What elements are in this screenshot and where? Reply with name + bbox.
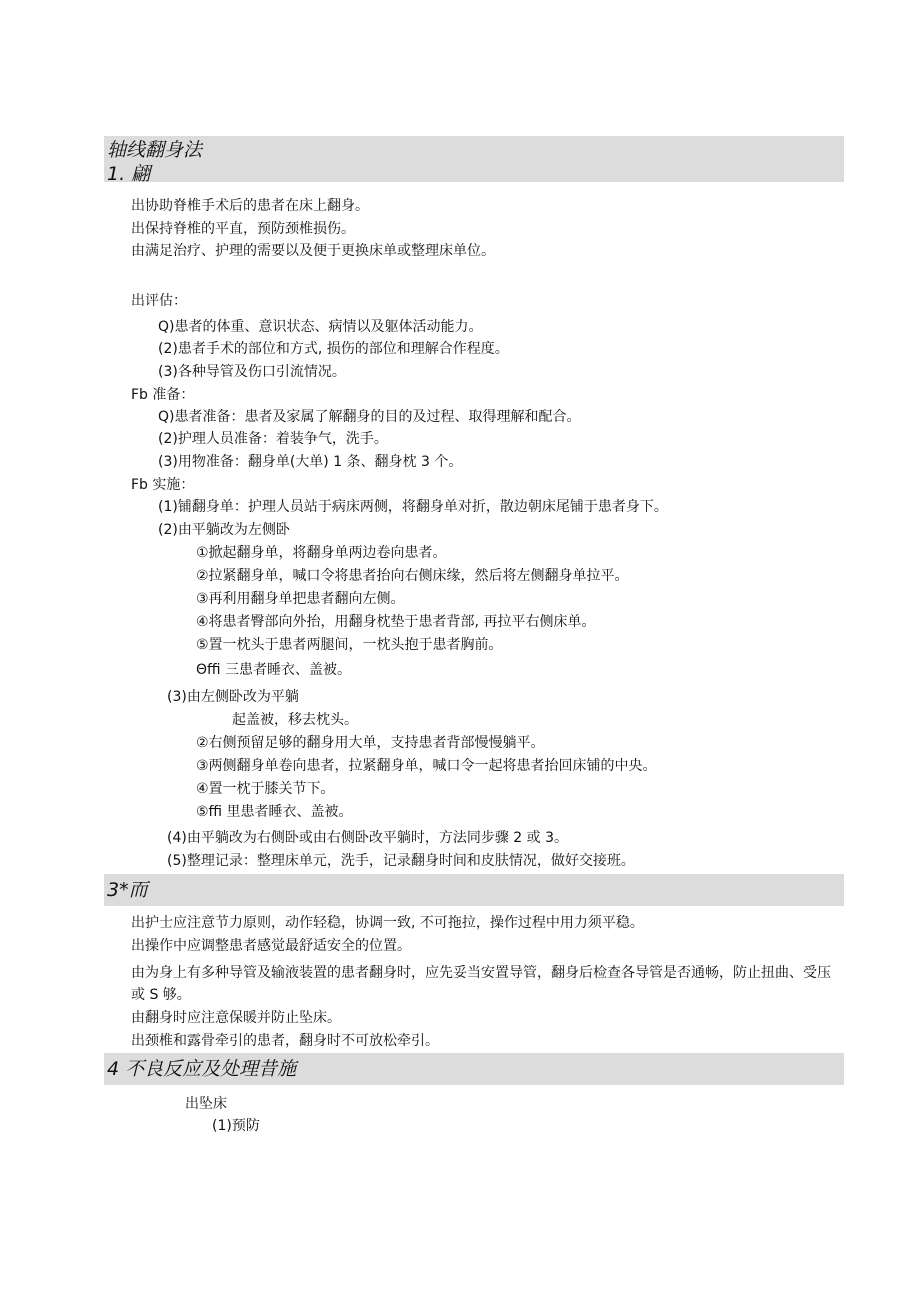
- prep-heading: Fb 准备：: [131, 387, 195, 403]
- purpose-item: 出保持脊椎的平直，预防颈椎损伤。: [131, 221, 355, 237]
- note-item: 出护士应注意节力原则，动作轻稳，协调一致, 不可拖拉，操作过程中用力须平稳。: [131, 915, 644, 931]
- prep-item: Q)患者准备：患者及家属了解翻身的目的及过程、取得理解和配合。: [158, 409, 581, 425]
- assess-item: (3)各种导管及伤口引流情况。: [158, 364, 346, 380]
- note-item: 由翻身时应注意保暖并防止坠床。: [131, 1010, 341, 1026]
- impl-subitem: ⑤ffi 里患者睡衣、盖被。: [196, 804, 353, 820]
- section-header-title: [104, 136, 844, 185]
- document-title: 轴线翻身法: [107, 139, 203, 161]
- note-item: 出操作中应调整患者感觉最舒适安全的位置。: [131, 938, 411, 954]
- purpose-item: 由满足治疗、护理的需要以及便于更换床单或整理床单位。: [131, 243, 495, 259]
- section-header-3: [104, 874, 844, 906]
- purpose-item: 出协助脊椎手术后的患者在床上翻身。: [131, 198, 369, 214]
- impl-item: (3)由左侧卧改为平躺: [167, 689, 299, 705]
- note-item: 由为身上有多种导管及输液装置的患者翻身时，应先妥当安置导管，翻身后检查各导管是否通畅，防止扭曲、受压或 S 够。: [131, 965, 831, 1003]
- section-4-heading: 4 不良反应及处理昔施: [107, 1058, 297, 1080]
- impl-item: (5)整理记录：整理床单元，洗手，记录翻身时间和皮肤情况，做好交接班。: [167, 853, 635, 869]
- impl-item: (2)由平躺改为左侧卧: [158, 522, 290, 538]
- section-1-heading: 1. 翩: [107, 163, 151, 185]
- assess-item: (2)患者手术的部位和方式, 损伤的部位和理解合作程度。: [158, 341, 509, 357]
- prep-item: (3)用物准备：翻身单(大单) 1 条、翻身枕 3 个。: [158, 454, 463, 470]
- assess-item: Q)患者的体重、意识状态、病情以及躯体活动能力。: [158, 319, 483, 335]
- impl-subitem: ⑤置一枕头于患者两腿间，一枕头抱于患者胸前。: [196, 637, 503, 653]
- adverse-subitem: (1)预防: [212, 1118, 260, 1134]
- impl-subitem: ③两侧翻身单卷向患者，拉紧翻身单，喊口令一起将患者抬回床铺的中央。: [196, 758, 657, 774]
- adverse-item: 出坠床: [185, 1096, 227, 1112]
- section-3-heading: 3*而: [107, 879, 148, 901]
- note-item: 出颈椎和露骨牵引的患者，翻身时不可放松牵引。: [131, 1033, 439, 1049]
- impl-subitem: Θffi 三患者睡衣、盖被。: [196, 662, 352, 678]
- impl-subitem: ③再利用翻身单把患者翻向左侧。: [196, 591, 405, 607]
- impl-subitem: ④将患者臀部向外抬，用翻身枕垫于患者背部, 再拉平右侧床单。: [196, 614, 596, 630]
- assess-heading: 出评估：: [131, 293, 187, 309]
- impl-subitem: ①掀起翻身单，将翻身单两边卷向患者。: [196, 545, 447, 561]
- impl-heading: Fb 实施：: [131, 477, 195, 493]
- impl-item: (4)由平躺改为右侧卧或由右侧卧改平躺时，方法同步骤 2 或 3。: [167, 830, 568, 846]
- prep-item: (2)护理人员准备：着装争气，洗手。: [158, 431, 388, 447]
- impl-item: (1)铺翻身单：护理人员站于病床两侧，将翻身单对折，散边朝床尾铺于患者身下。: [158, 499, 668, 515]
- impl-subitem: 起盖被，移去枕头。: [232, 712, 358, 728]
- impl-subitem: ②右侧预留足够的翻身用大单，支持患者背部慢慢躺平。: [196, 735, 545, 751]
- impl-subitem: ④置一枕于膝关节下。: [196, 781, 335, 797]
- impl-subitem: ②拉紧翻身单，喊口令将患者抬向右侧床缘，然后将左侧翻身单拉平。: [196, 568, 629, 584]
- section-header-4: [104, 1053, 844, 1085]
